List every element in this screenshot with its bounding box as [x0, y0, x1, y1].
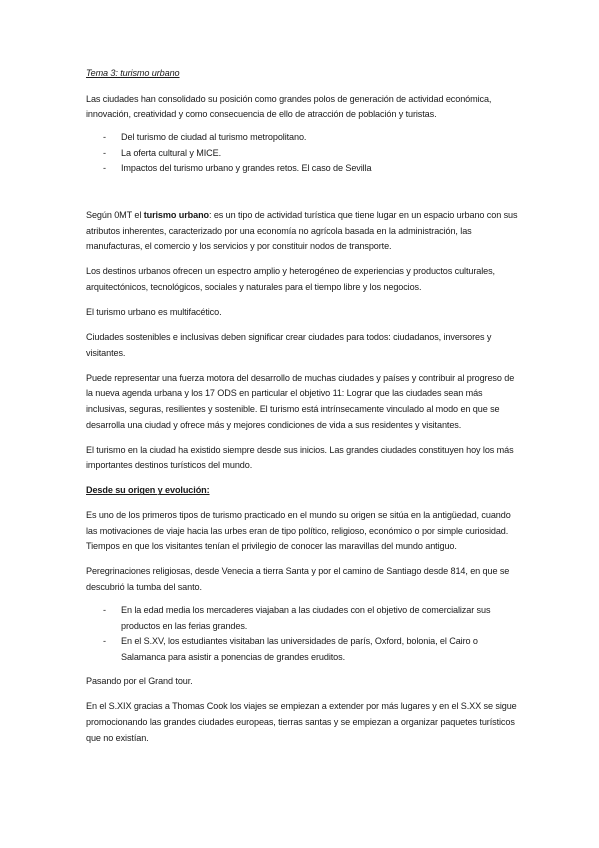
list-item: - Del turismo de ciudad al turismo metropolitano.	[86, 130, 518, 146]
body-paragraph: Peregrinaciones religiosas, desde Venecia a tierra Santa y por el camino de Santiago desde 814, en que se descubrió la tumba del santo.	[86, 566, 510, 592]
topics-list	[86, 130, 518, 177]
dash-marker: -	[103, 604, 106, 615]
body-paragraph: Puede representar una fuerza motora del desarrollo de muchas ciudades y países y contribuir al progreso de la nueva agenda urbana y los 17 ODS en particular el objetivo 11: Lograr que las ciudades sean más inclusivas, seguras, resilientes y sostenible. El turismo está intrínsecamente vinculado al modo en que se desarrolla una ciudad y ofrece más y mejores condiciones de vida a sus residentes y visitantes.	[86, 372, 515, 430]
history-list	[86, 603, 518, 665]
body-paragraph: El turismo urbano es multifacético.	[86, 307, 222, 318]
dash-marker: -	[103, 163, 106, 174]
list-item: - En el S.XV, los estudiantes visitaban las universidades de parís, Oxford, bolonia, el Cairo o Salamanca para asistir a ponencias de grandes eruditos.	[103, 636, 478, 662]
document-title: Tema 3: turismo urbano	[86, 68, 180, 78]
dash-marker: -	[103, 636, 106, 647]
body-paragraph: En el S.XIX gracias a Thomas Cook los viajes se empiezan a extender por más lugares y en el S.XX se sigue promocionando las grandes ciudades europeas, tierras santas y se empiezan a organizar paquetes turísticos que no existían.	[86, 701, 517, 743]
body-paragraph: Ciudades sostenibles e inclusivas deben significar crear ciudades para todos: ciudadanos, inversores y visitantes.	[86, 332, 492, 358]
body-paragraph: Es uno de los primeros tipos de turismo practicado en el mundo su origen se sitúa en la antigüedad, cuando las motivaciones de viaje hacia las urbes eran de tipo político, religioso, económico o por simple curiosidad. Tiempos en que los visitantes tenían el privilegio de conocer las maravillas del mundo antiguo.	[86, 509, 511, 552]
list-item: - En la edad media los mercaderes viajaban a las ciudades con el objetivo de comercializar sus productos en las ferias grandes.	[103, 604, 491, 631]
section-heading: Desde su origen y evolución:	[86, 485, 210, 496]
body-paragraph: Pasando por el Grand tour.	[86, 676, 193, 687]
document-page	[86, 66, 518, 756]
list-item: - La oferta cultural y MICE.	[86, 146, 518, 162]
dash-marker: -	[103, 132, 106, 143]
body-paragraph: Los destinos urbanos ofrecen un espectro amplio y heterogéneo de experiencias y productos culturales, arquitectónicos, tecnológicos, sociales y naturales para el tiempo libre y los negocios.	[86, 266, 495, 292]
body-paragraph: El turismo en la ciudad ha existido siempre desde sus inicios. Las grandes ciudades constituyen hoy los más importantes destinos turísticos del mundo.	[86, 444, 514, 471]
list-item: - Impactos del turismo urbano y grandes retos. El caso de Sevilla	[86, 161, 518, 177]
blank-line	[86, 186, 518, 208]
intro-paragraph: Las ciudades han consolidado su posición como grandes polos de generación de actividad económica, innovación, creatividad y como consecuencia de ello de atracción de población y turistas.	[86, 93, 492, 120]
definition-paragraph: Según 0MT el turismo urbano: es un tipo de actividad turística que tiene lugar en un espacio urbano con sus atributos inherentes, caracterizado por una economía no agrícola basada en la administración, las manufacturas, el comercio y los servicios y por constituir nodos de transporte.	[86, 210, 518, 252]
defined-term: turismo urbano	[143, 210, 209, 221]
dash-marker: -	[103, 147, 106, 158]
